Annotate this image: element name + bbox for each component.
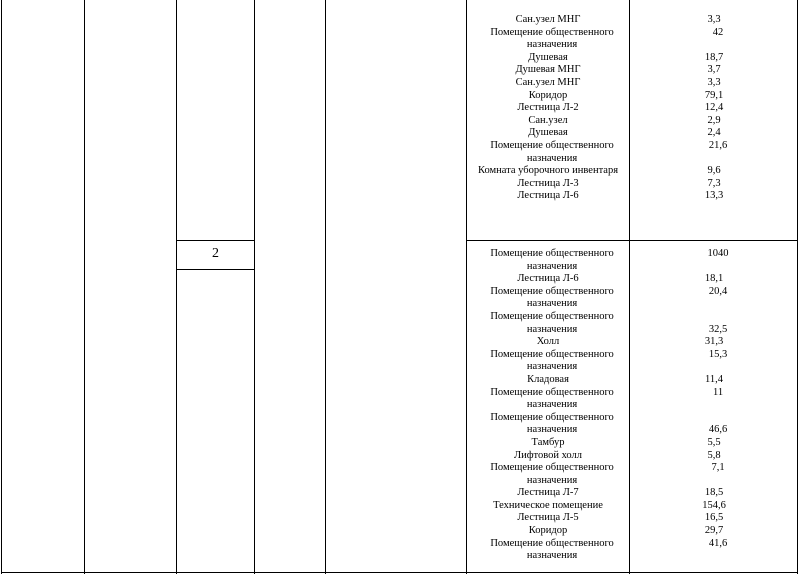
room-area: 18,5 (704, 487, 724, 499)
room-row (466, 387, 798, 412)
column-divider-3 (254, 0, 255, 574)
room-row (466, 14, 798, 27)
room-area: 5,5 (707, 436, 721, 448)
room-row (466, 64, 798, 77)
room-row (466, 27, 798, 52)
room-name: Лифтовой холл (513, 449, 583, 461)
room-row (466, 102, 798, 115)
room-area: 5,8 (707, 449, 721, 461)
room-area: 12,4 (704, 102, 724, 114)
room-area: 32,5 (708, 323, 728, 335)
room-name: Сан.узел (528, 114, 568, 126)
room-name: Холл (536, 336, 560, 348)
row-divider-section (466, 240, 798, 241)
room-name: Душевая (528, 51, 568, 63)
room-name: Помещение общественного назначения (490, 139, 614, 164)
room-row (466, 412, 798, 437)
room-row (466, 487, 798, 500)
room-area: 18,7 (704, 51, 724, 63)
room-row (466, 127, 798, 140)
column-divider-1 (84, 0, 85, 574)
room-name: Сан.узел МНГ (515, 76, 581, 88)
room-list-section-1 (466, 14, 798, 203)
room-row (466, 538, 798, 563)
room-area: 18,1 (704, 273, 724, 285)
room-list-section-2 (466, 248, 798, 563)
floor-number: 2 (212, 246, 219, 261)
room-name: Комната уборочного инвентаря (477, 165, 619, 177)
room-area: 11,4 (705, 373, 723, 385)
room-area: 79,1 (704, 89, 724, 101)
room-name: Душевая МНГ (515, 64, 581, 76)
table-border-bottom (1, 572, 798, 573)
room-row (466, 115, 798, 128)
room-area: 3,7 (707, 64, 721, 76)
room-name: Помещение общественного назначения (490, 285, 614, 310)
room-area: 42 (712, 26, 724, 38)
room-row (466, 525, 798, 538)
room-area: 29,7 (704, 525, 724, 537)
room-row (466, 190, 798, 203)
row-divider-floor (176, 240, 255, 241)
room-row (466, 336, 798, 349)
room-row (466, 286, 798, 311)
room-area: 21,6 (708, 139, 728, 151)
room-name: Коридор (528, 525, 568, 537)
room-area: 3,3 (707, 14, 721, 25)
room-name: Помещение общественного назначения (490, 462, 614, 486)
room-row (466, 77, 798, 90)
room-row (466, 140, 798, 165)
room-row (466, 311, 798, 336)
room-row (466, 273, 798, 286)
room-name: Лестница Л-3 (517, 177, 579, 189)
room-row (466, 248, 798, 273)
room-area: 11 (712, 386, 724, 398)
room-name: Кладовая (527, 373, 569, 385)
room-row (466, 512, 798, 525)
room-area: 13,3 (704, 190, 724, 202)
room-name: Помещение общественного назначения (490, 26, 614, 51)
room-area: 9,6 (707, 165, 721, 177)
room-name: Помещение общественного назначения (490, 310, 614, 335)
room-name: Помещение общественного назначения (490, 411, 614, 436)
room-area: 2,4 (707, 127, 721, 139)
room-name: Душевая (528, 127, 568, 139)
room-name: Лестница Л-7 (517, 487, 579, 499)
column-divider-2 (176, 0, 177, 574)
room-name: Сан.узел МНГ (515, 14, 581, 25)
table-border-left (1, 0, 2, 574)
room-area: 16,5 (704, 512, 724, 524)
room-area: 154,6 (702, 499, 726, 511)
room-name: Помещение общественного назначения (490, 537, 614, 562)
room-name: Лестница Л-5 (517, 512, 579, 524)
room-area: 7,3 (707, 177, 721, 189)
room-row (466, 90, 798, 103)
room-name: Техническое помещение (493, 499, 603, 511)
room-name: Помещение общественного назначения (490, 386, 614, 411)
room-row (466, 165, 798, 178)
room-area: 41,6 (708, 537, 728, 549)
room-name: Помещение общественного назначения (490, 248, 614, 272)
room-name: Тамбур (531, 436, 565, 448)
room-name: Лестница Л-2 (517, 102, 579, 114)
room-area: 20,4 (708, 285, 728, 297)
room-area: 7,1 (711, 462, 725, 474)
room-row (466, 349, 798, 374)
room-row (466, 462, 798, 487)
column-divider-4 (325, 0, 326, 574)
room-name: Лестница Л-6 (517, 273, 579, 285)
room-area: 1040 (707, 248, 729, 259)
room-row (466, 178, 798, 191)
room-name: Коридор (528, 89, 568, 101)
row-divider-floor-label (176, 269, 255, 270)
room-name: Помещение общественного назначения (490, 348, 614, 373)
room-name: Лестница Л-6 (517, 190, 579, 202)
room-row (466, 52, 798, 65)
room-area: 15,3 (708, 348, 728, 360)
room-row (466, 500, 798, 513)
room-area: 2,9 (707, 114, 721, 126)
room-area: 46,6 (708, 424, 728, 436)
room-row (466, 374, 798, 387)
room-area: 31,3 (704, 336, 724, 348)
room-row (466, 437, 798, 450)
room-area: 3,3 (707, 76, 721, 88)
room-row (466, 450, 798, 463)
